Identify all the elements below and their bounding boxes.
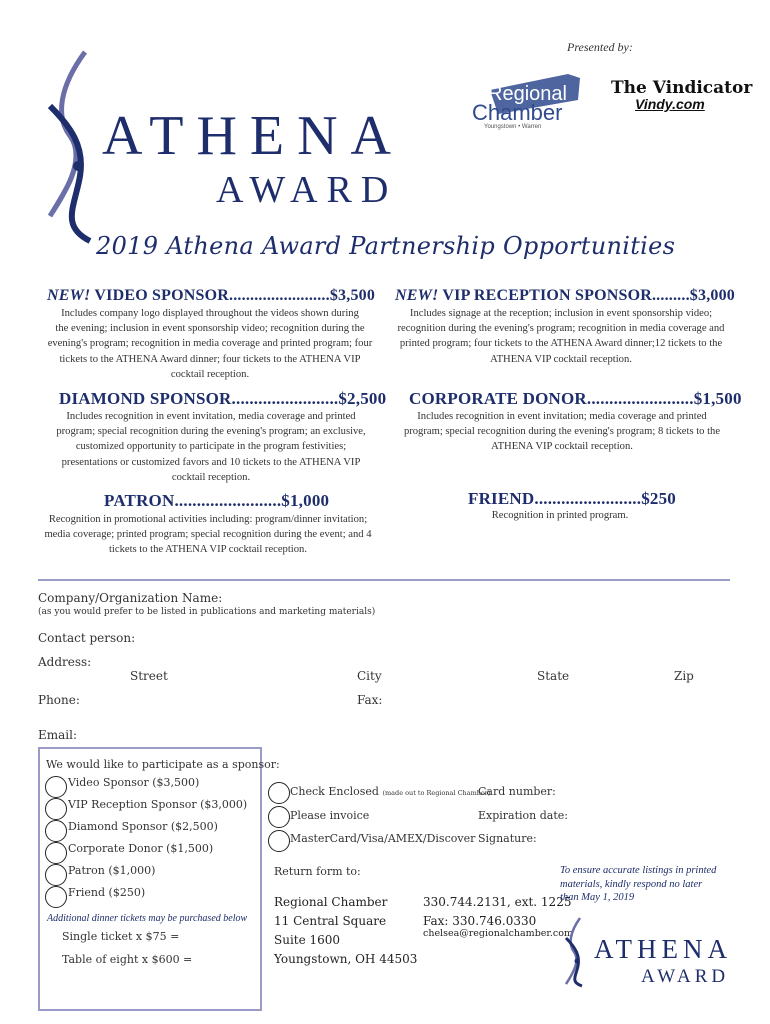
- patron-description: Recognition in promotional activities including: program/dinner invitation; media coverage; printed program; special recognition during the event; and 4 tickets to the ATHENA VIP cocktail reception.: [44, 514, 372, 556]
- single-ticket-label: Single ticket x $75 =: [62, 930, 180, 943]
- check-enclosed-option: Check Enclosed (made out to Regional Chamber): [290, 785, 491, 798]
- corporate-donor-option: Corporate Donor ($1,500): [68, 842, 214, 855]
- vip-reception-sponsor-title: NEW! VIP RECEPTION SPONSOR.........$3,000: [395, 287, 735, 304]
- response-deadline-note: To ensure accurate listings in printed materials, kindly respond no later than May 1, 2019: [560, 865, 717, 903]
- email-label: Email:: [38, 728, 78, 742]
- footer-award-wordmark: AWARD: [641, 966, 730, 987]
- patron-title: PATRON........................$1,000: [104, 491, 330, 510]
- video-sponsor-title: NEW! VIDEO SPONSOR........................$3,500: [47, 287, 376, 304]
- friend-option: Friend ($250): [68, 886, 146, 899]
- footer-athena-wordmark: ATHENA: [594, 934, 732, 964]
- friend-checkbox[interactable]: [45, 886, 67, 908]
- address-label: Address:: [38, 655, 92, 669]
- patron-checkbox[interactable]: [45, 864, 67, 886]
- return-fax: Fax: 330.746.0330: [423, 914, 537, 928]
- vip-reception-option: VIP Reception Sponsor ($3,000): [68, 798, 248, 811]
- diamond-sponsor-option: Diamond Sponsor ($2,500): [68, 820, 218, 833]
- vip-reception-checkbox[interactable]: [45, 798, 67, 820]
- participate-heading: We would like to participate as a sponsor:: [46, 758, 280, 771]
- table-of-eight-label: Table of eight x $600 =: [62, 953, 193, 966]
- corporate-donor-title: CORPORATE DONOR........................$1,500: [409, 389, 742, 408]
- diamond-sponsor-description: Includes recognition in event invitation, media coverage and printed program; special recognition during the evening's program; an exclusive, customized opportunity to participate in the program festivities; presentations or customized favors and 10 tickets to the ATHENA VIP cocktail reception.: [56, 411, 366, 483]
- vip-reception-sponsor-description: Includes signage at the reception; inclusion in event sponsorship video; recognition during the evening's program; recognition in media coverage and printed program; four tickets to the ATHENA Award dinner;12 tickets to the ATHENA VIP cocktail reception.: [397, 308, 725, 365]
- video-sponsor-option: Video Sponsor ($3,500): [68, 776, 200, 789]
- diamond-sponsor-title: DIAMOND SPONSOR........................$2,500: [59, 389, 387, 408]
- card-number-label: Card number:: [478, 785, 556, 798]
- athena-wordmark: ATHENA: [102, 105, 404, 167]
- city-label: City: [357, 669, 382, 683]
- company-name-note: (as you would prefer to be listed in publications and marketing materials): [38, 607, 376, 617]
- dinner-tickets-note: Additional dinner tickets may be purchased below: [47, 913, 248, 924]
- patron-option: Patron ($1,000): [68, 864, 156, 877]
- corporate-donor-description: Includes recognition in event invitation; media coverage and printed program; special recognition during the evening's program; 8 tickets to the ATHENA VIP cocktail reception.: [403, 411, 721, 453]
- corporate-donor-checkbox[interactable]: [45, 842, 67, 864]
- phone-label: Phone:: [38, 693, 80, 707]
- return-phone: 330.744.2131, ext. 1225: [423, 895, 572, 909]
- regional-chamber-logo: Regional Chamber Youngstown • Warren: [468, 64, 588, 134]
- please-invoice-option: Please invoice: [290, 809, 370, 822]
- athena-figure-small-logo: [560, 916, 596, 988]
- contact-person-label: Contact person:: [38, 631, 136, 645]
- video-sponsor-description: Includes company logo displayed throughout the videos shown during the evening; inclusion in event sponsorship video; recognition during the evening's program; recognition in media coverage and printed program; four tickets to the ATHENA Award dinner; four tickets to the ATHENA VIP cocktail reception.: [47, 308, 373, 380]
- page-title: 2019 Athena Award Partnership Opportunities: [96, 232, 676, 260]
- friend-title: FRIEND........................$250: [468, 489, 676, 508]
- vindicator-logo: The Vindicator Vindy.com: [611, 78, 753, 112]
- diamond-sponsor-checkbox[interactable]: [45, 820, 67, 842]
- credit-card-checkbox[interactable]: [268, 830, 290, 852]
- friend-description: Recognition in printed program.: [491, 510, 629, 521]
- zip-label: Zip: [674, 669, 694, 683]
- signature-label: Signature:: [478, 832, 537, 845]
- section-divider: [38, 579, 730, 581]
- credit-card-option: MasterCard/Visa/AMEX/Discover: [290, 832, 476, 845]
- street-label: Street: [130, 669, 168, 683]
- state-label: State: [537, 669, 570, 683]
- expiration-date-label: Expiration date:: [478, 809, 568, 822]
- check-enclosed-checkbox[interactable]: [268, 782, 290, 804]
- video-sponsor-checkbox[interactable]: [45, 776, 67, 798]
- return-email[interactable]: chelsea@regionalchamber.com: [423, 928, 573, 939]
- please-invoice-checkbox[interactable]: [268, 806, 290, 828]
- presented-by-label: Presented by:: [567, 40, 633, 54]
- return-address: Regional Chamber 11 Central Square Suite 1600 Youngstown, OH 44503: [274, 895, 418, 966]
- company-name-label: Company/Organization Name:: [38, 591, 223, 605]
- return-form-label: Return form to:: [274, 865, 361, 878]
- fax-label: Fax:: [357, 693, 383, 707]
- award-wordmark: AWARD: [216, 169, 398, 211]
